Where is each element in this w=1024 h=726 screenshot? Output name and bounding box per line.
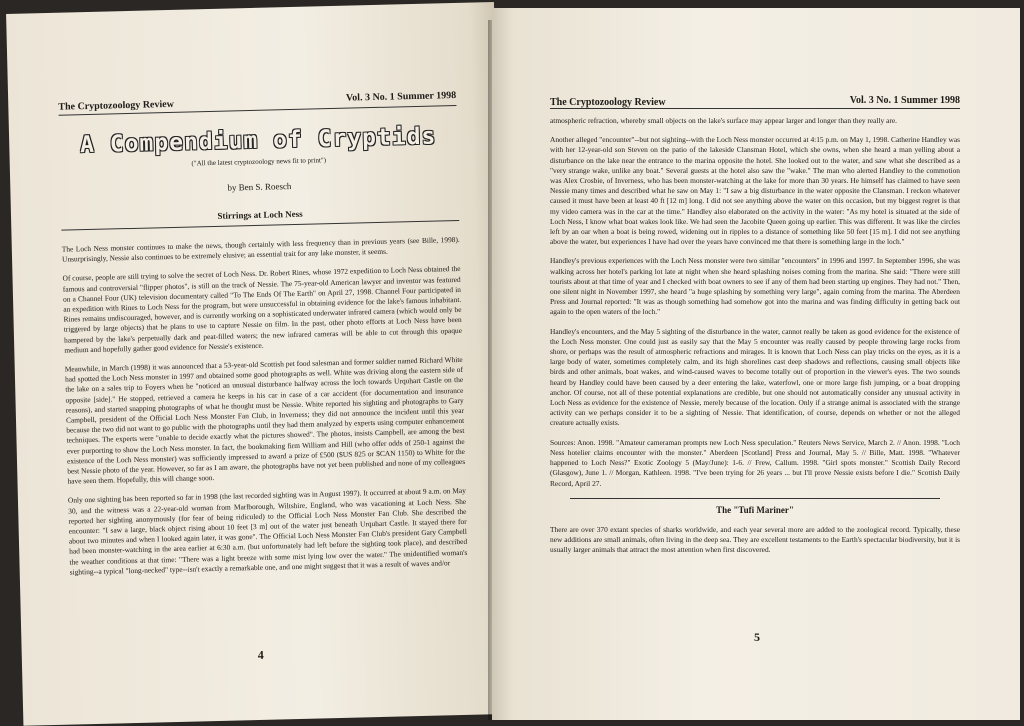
paragraph: Another alleged "encounter"--but not sighting--with the Loch Ness monster occurred at 4:15 p.m. on May 1, 1998. Catherine Handley was with her 12-year-old son Steven on the patio of the lakeside Clansman Hotel, which she owns, when she heard a man yelling about a disturbance on the lake near the entrance to the marina opposite the hotel. She looked out to the water, and saw what she described as a "very strange wake, unlike any boat." Several guests at the hotel also saw the "wake." The man who alerted Handley to the commotion was Alex Crosbie, of Inverness, who has been monster-watching at the lake for more than 30 years. He himself has claimed to have seen Nessie many times and described what he saw on May 1: "I saw a big disturbance in the water opposite the Clansman. I reckon whatever caused it must have been at least 40 ft [12 m] long. I did not see anything above the water on this occasion, but my biggest regret is that my video camera was in the car at the time." Handley also elaborated on the activity in the water: "As my hotel is situated at the side of Loch Ness, I know what boat wakes look like. We had seen the Jacobite Queen going up earlier. This was different. It was like the circles left by an oar when a boat is being rowed, widening out in ripples to a distance of something like 50 feet [15 m]. I did not see anything above the water, but experiences I have had over the years have convinced me that there is something large in the loch." bbox=[550, 135, 960, 247]
left-page bbox=[6, 2, 511, 726]
article-body bbox=[62, 235, 468, 587]
paragraph: Handley's previous experiences with the Loch Ness monster were two similar "encounters" in 1996 and 1997. In September 1996, she was walking across her hotel's parking lot late at night when she heard splashing noises coming from the marina. She said: "There were still tourists about at that time of year and I checked with boat owners to see if any of them had been starting up engines. They had not." Then, one silent night in November 1997, she heard "a huge splashing by something very large", again coming from the marina. The Aberdeen Press and Journal reported: "It was as though something had somehow got into the marina and was finding difficulty in getting back out again to the open waters of the loch." bbox=[550, 256, 960, 317]
article-subtitle: ("All the latest cryptozoology news fit to print") bbox=[191, 156, 327, 168]
volume-info: Vol. 3 No. 1 Summer 1998 bbox=[849, 95, 960, 106]
right-page bbox=[492, 8, 1020, 720]
paragraph: Handley's encounters, and the May 5 sighting of the disturbance in the water, cannot really be taken as good evidence for the existence of the Loch Ness monster. One could just as easily say that the May 5 encounter was really caused by people throwing large rocks from shore, or perhaps was the result of atmospheric refractions and mirages. It is known that Loch Ness can play tricks on the eyes, as it is a large body of water, sometimes completely calm, and its high shorelines cast deep shadows and reflections, causing small objects like birds and other animals, boat wakes, and wind-caused waves to become totally out of proportion in the viewer's eyes. The two sounds heard by Handley could have been caused by a deer entering the lake, waterfowl, one or more large fish jumping, or a boat dropping anchor. Of course, not all of these potential explanations are credible, but one should not automatically consider any unusual activity in Loch Ness as evidence for the existence of Nessie, merely because of the location. Only if a strange animal is associated with the strange activity can we perhaps consider it to be a sighting of Nessie. That identification, of course, depends on whether or not the alleged creature actually exists. bbox=[550, 326, 960, 428]
paragraph: The Loch Ness monster continues to make the news, though certainly with less frequency than in previous years (see Bille, 1998). Unsurprisingly, Nessie also continues to be extremely elusive; an essential trait for any lake monster, it seems. bbox=[61, 234, 460, 264]
article-body bbox=[550, 116, 960, 565]
paragraph: Only one sighting has been reported so far in 1998 (the last recorded sighting was in August 1997). It occurred at about 9 a.m. on May 30, and the witness was a 22-year-old woman from Marlborough, Wiltshire, England, who was vacationing at Loch Ness. She reported her sighting anonymously (for fear of being ridiculed) to the Official Loch Ness Monster Fan Club. She described the encounter: "I saw a large, black object rising about 10 feet [3 m] out of the water just beneath Urquhart Castle. It stayed there for about two minutes and when I looked again later, it was gone". The Official Loch Ness Monster Fan Club's president Gary Campbell had been monster-watching in the area earlier at 6:30 a.m. (but unfortunately had left before the sighting took place), and described the weather conditions at that time: "There was a light breeze with some mist lying low over the water." The unidentified woman's sighting--a typical "long-necked" type--isn't exactly a remarkable one, and one might suggest that it was a result of waves and/or bbox=[67, 486, 468, 577]
paragraph: atmospheric refraction, whereby small objects on the lake's surface may appear larger and longer than they really are. bbox=[550, 116, 897, 125]
volume-info: Vol. 3 No. 1 Summer 1998 bbox=[345, 89, 457, 104]
section-heading: The "Tufi Mariner" bbox=[716, 504, 794, 515]
article-title-block bbox=[59, 115, 459, 231]
section-heading: Stirrings at Loch Ness bbox=[217, 208, 303, 221]
sources-list: Sources: Anon. 1998. "Amateur cameraman prompts new Loch Ness speculation." Reuters News Service, March 2. // Anon. 1998. "Loch Ness hotelier claims encounter with the monster." Aberdeen [Scotland] Press and Journal, May 5. // Bille, Matt. 1998. "Whatever happened to Loch Ness?" Exotic Zoology 5 (May/June): 1-6. // Frew, Callum. 1998. "Girl spots monster." Scottish Daily Record (Glasgow), June 1. // Morgan, Kathleen. 1998. "I've been trying for 26 years ... but I'll prove Nessie exists before I die." Scottish Daily Record, April 27. bbox=[550, 437, 960, 488]
journal-name: The Cryptozoology Review bbox=[550, 97, 666, 108]
section-rule bbox=[570, 498, 940, 499]
page-number: 4 bbox=[257, 647, 264, 663]
header-rule bbox=[550, 108, 960, 109]
article-title: A Compendium of Cryptids bbox=[79, 123, 437, 159]
article-byline: by Ben S. Roesch bbox=[227, 181, 292, 193]
paragraph: Meanwhile, in March (1998) it was announced that a 53-year-old Scottish pet food salesman and former soldier named Richard White had spotted the Loch Ness monster in 1997 and obtained some good photographs as well. White was driving along the eastern side of the lake on a sales trip to Foyers when he "noticed an unusual disturbance halfway across the loch towards Urquhart Castle on the opposite [side]." He stopped, retrieved a camera he keeps in his car in case of a car accident (for documentation and insurance reasons), and started snapping photographs of what he thought must be Nessie. White reported his sighting and photographs to Gary Campbell, president of the Official Loch Ness Monster Fan Club, in Inverness; they did not announce the incident until this year because the two did not want to go public with the photographs until they had them analyzed by experts using computer enhancement techniques. The experts were "unable to decide exactly what the pictures showed". The photos, insists Campbell, are among the best ever purporting to show the Loch Ness monster. In fact, the bookmaking firm William and Hill (who offer odds of 250-1 against the existence of the Loch Ness monster) was sufficiently impressed to award a prize of £500 ($US 825 or $CAN 1150) to White for the best Nessie photo of the year. However, so far as I am aware, the photographs have not yet been published and none of my colleagues have seen them. Hopefully, this will change soon. bbox=[64, 354, 466, 486]
paragraph: Of course, people are still trying to solve the secret of Loch Ness. Dr. Robert Rines, whose 1972 expedition to Loch Ness obtained the famous and controversial "flipper photos", is still on the track of Nessie. The 75-year-old American lawyer and inventor was featured on a Channel Four (UK) television documentary called "To The Ends Of The Earth" on April 27, 1998. Channel Four participated in an expedition with Rines to Loch Ness for the program, but were unsuccessful in obtaining evidence for the lake's famous inhabitant. Rines remains undiscouraged, however, and is currently working on a sophisticated underwater infrared camera (which would only be triggered by large objects) that he plans to use to capture Nessie on film. In the past, other photo efforts at Loch Ness have been hampered by the lake's perpetually dark and peat-filled waters; the new infrared cameras will be able to cut through this opaque medium and hopefully gather good evidence for Nessie's existence. bbox=[62, 264, 463, 355]
page-header bbox=[550, 78, 960, 108]
paragraph: There are over 370 extant species of sharks worldwide, and each year several more are added to the zoological record. Typically, these new additions are small animals, often living in the deep sea. They are excellent testaments to the Earth's spectacular biodiversity, but it is usually larger animals that attract the most attention when first discovered. bbox=[550, 524, 960, 555]
page-number: 5 bbox=[754, 630, 760, 644]
journal-name: The Cryptozoology Review bbox=[58, 98, 175, 113]
